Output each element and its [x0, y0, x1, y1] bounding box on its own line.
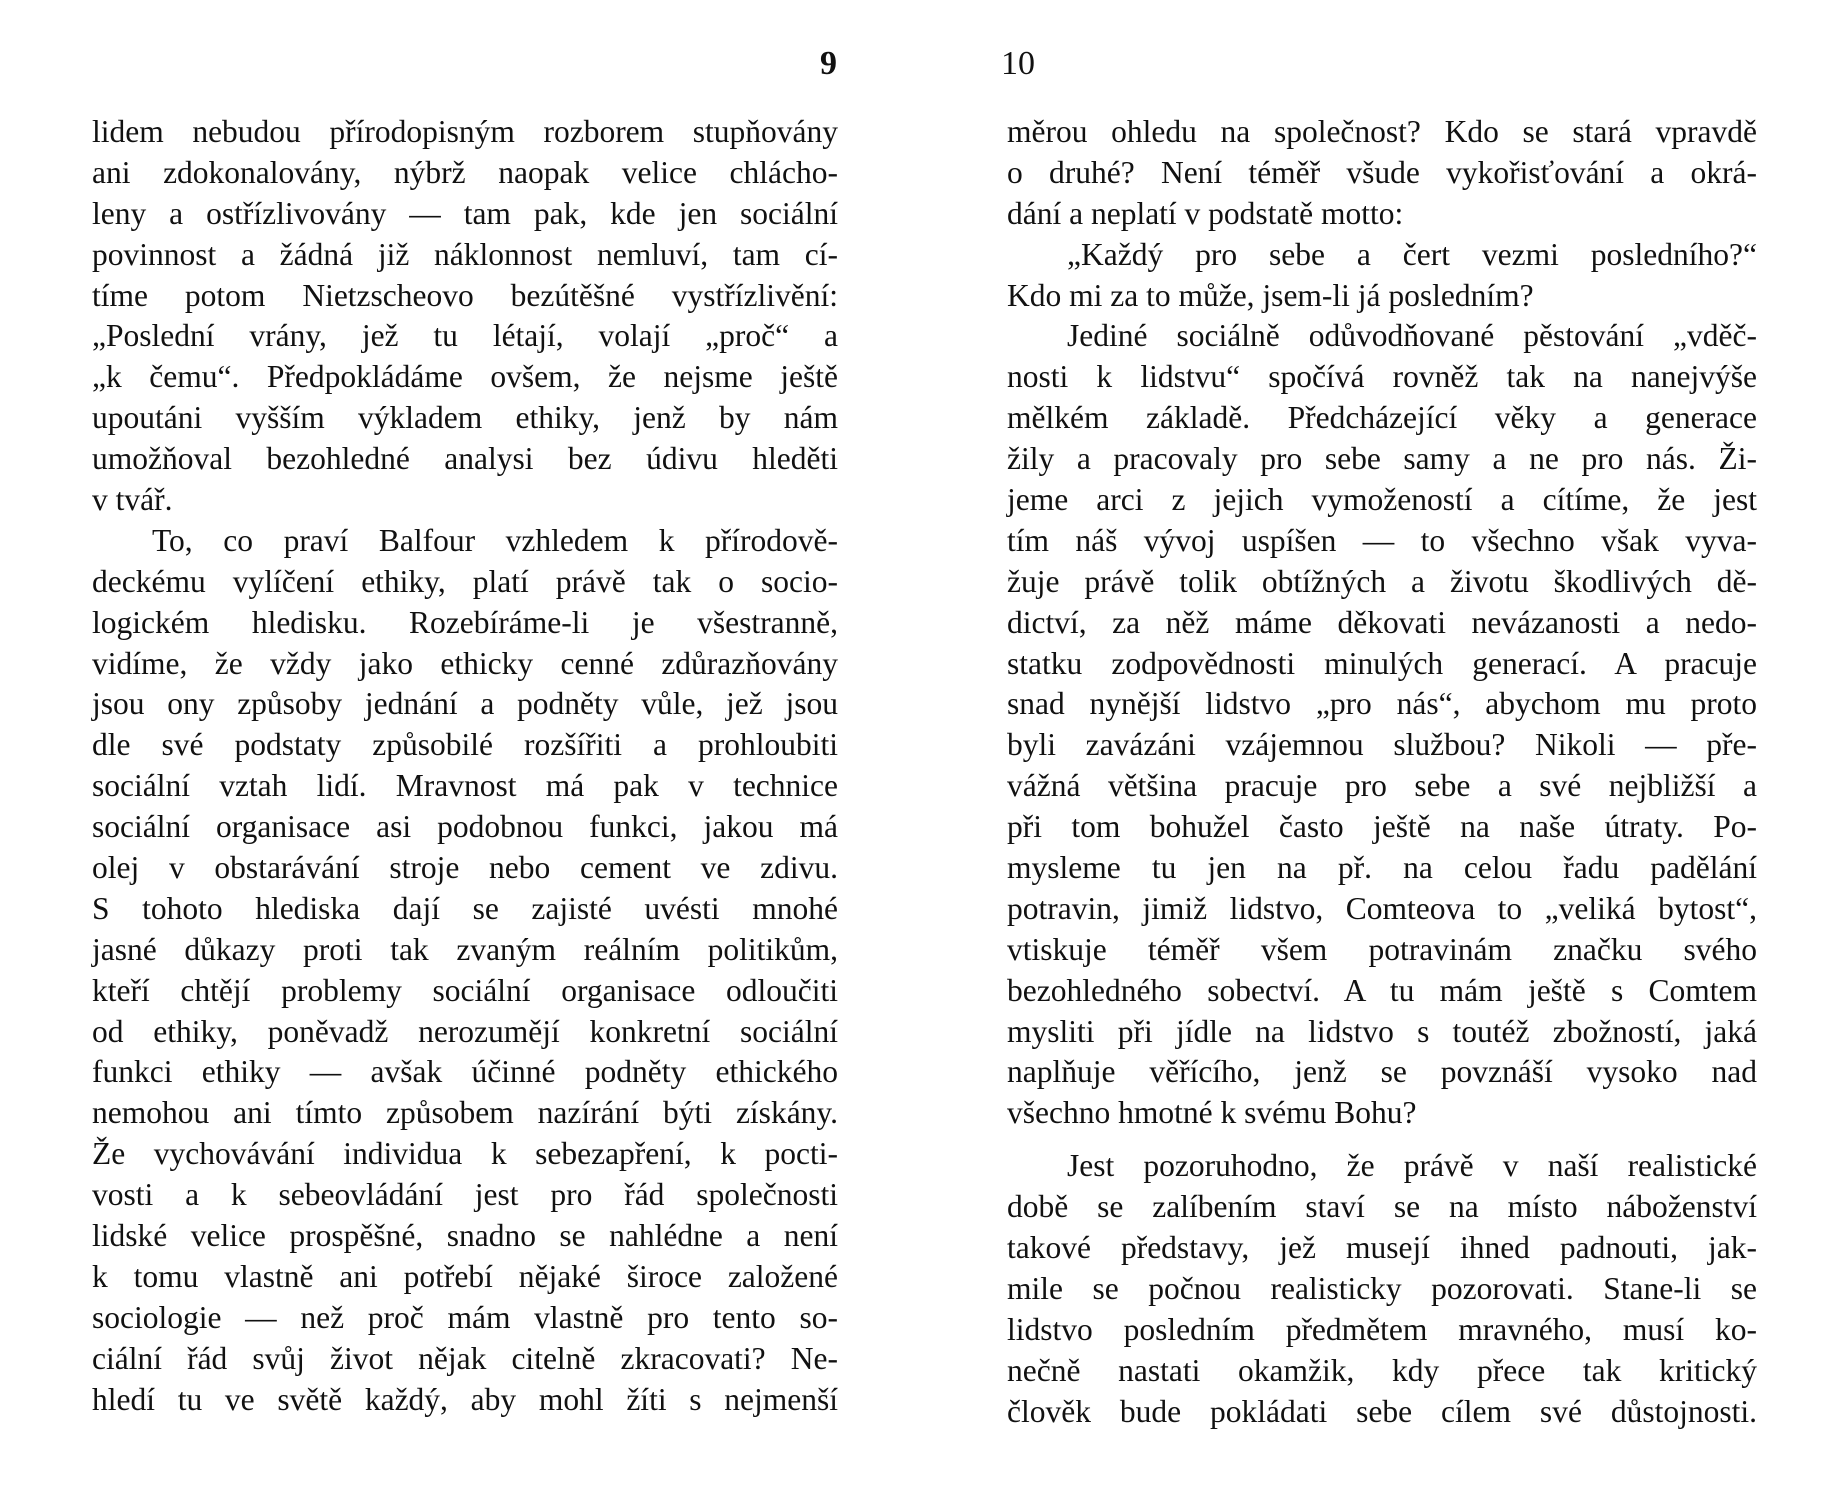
- text-line: všechno hmotné k svému Bohu?: [1007, 1095, 1417, 1131]
- page-body-text: [1007, 112, 1757, 1433]
- text-line: člověk bude pokládati sebe cílem své důstojnosti.: [1007, 1393, 1757, 1429]
- text-line: lidem nebudou přírodopisným rozborem stupňovány: [92, 114, 838, 149]
- text-line: vidíme, že vždy jako ethicky cenné zdůrazňovány: [92, 645, 838, 681]
- text-line: dictví, za něž máme děkovati nevázanosti a nedo-: [1007, 604, 1757, 640]
- text-line: jsou ony způsoby jednání a podněty vůle, jež jsou: [92, 686, 838, 722]
- text-line: od ethiky, poněvadž nerozumějí konkretní sociální: [92, 1013, 838, 1049]
- text-line: době se zalíbením staví se na místo náboženství: [1007, 1189, 1757, 1225]
- text-line: byli zavázáni vzájemnou službou? Nikoli — pře-: [1007, 727, 1757, 763]
- text-line: tím náš vývoj uspíšen — to všechno však vyva-: [1007, 522, 1757, 558]
- text-line: sociální vztah lidí. Mravnost má pak v technice: [92, 768, 838, 804]
- text-line: sociální organisace asi podobnou funkci, jakou má: [92, 809, 838, 845]
- text-line: ani zdokonalovány, nýbrž naopak velice chlácho-: [92, 154, 838, 190]
- text-line: mile se počnou realisticky pozorovati. Stane-li se: [1007, 1270, 1757, 1306]
- left-page: [0, 0, 900, 1500]
- text-line: k tomu vlastně ani potřebí nějaké široce založené: [92, 1258, 838, 1294]
- text-line: vtiskuje téměř všem potravinám značku svého: [1007, 931, 1757, 967]
- text-line: měrou ohledu na společnost? Kdo se stará vpravdě: [1007, 114, 1757, 149]
- text-line: jeme arci z jejich vymožeností a cítíme, že jest: [1007, 482, 1757, 518]
- text-line: upoutáni vyšším výkladem ethiky, jenž by nám: [92, 400, 838, 436]
- text-line: žily a pracovaly pro sebe samy a ne pro nás. Ži-: [1007, 441, 1757, 477]
- text-line: potravin, jimiž lidstvo, Comteova to „veliká bytost“,: [1007, 890, 1757, 926]
- text-line: ciální řád svůj život nějak citelně zkracovati? Ne-: [92, 1340, 838, 1376]
- text-line: o druhé? Není téměř všude vykořisťování a okrá-: [1007, 154, 1757, 190]
- text-line: leny a ostřízlivovány — tam pak, kde jen sociální: [92, 195, 838, 231]
- text-line: povinnost a žádná již náklonnost nemluví, tam cí-: [92, 236, 838, 272]
- text-line: olej v obstarávání stroje nebo cement ve zdivu.: [92, 850, 838, 886]
- text-line: „Poslední vrány, jež tu létají, volají „proč“ a: [92, 318, 838, 354]
- text-line: nemohou ani tímto způsobem nazírání býti získány.: [92, 1095, 838, 1131]
- text-line: „k čemu“. Předpokládáme ovšem, že nejsme ještě: [92, 359, 838, 395]
- text-line: hledí tu ve světě každý, aby mohl žíti s nejmenší: [92, 1381, 838, 1417]
- text-line: Jest pozoruhodno, že právě v naší realistické: [1067, 1148, 1757, 1184]
- text-line: Jediné sociálně odůvodňované pěstování „vděč-: [1067, 318, 1757, 354]
- text-line: snad nynější lidstvo „pro nás“, abychom mu proto: [1007, 686, 1757, 722]
- right-page: [913, 0, 1813, 1500]
- text-line: v tvář.: [92, 482, 173, 518]
- text-line: vosti a k sebeovládání jest pro řád společnosti: [92, 1177, 838, 1213]
- page-body-text: [92, 112, 838, 1421]
- text-line: nečně nastati okamžik, kdy přece tak kritický: [1007, 1352, 1757, 1388]
- text-line: při tom bohužel často ještě na naše útraty. Po-: [1007, 809, 1757, 845]
- text-line: bezohledného sobectví. A tu mám ještě s Comtem: [1007, 972, 1757, 1008]
- text-line: lidské velice prospěšné, snadno se nahlédne a není: [92, 1218, 838, 1254]
- text-line: funkci ethiky — avšak účinné podněty ethického: [92, 1054, 838, 1090]
- text-line: naplňuje věřícího, jenž se povznáší vysoko nad: [1007, 1054, 1757, 1090]
- text-line: logickém hledisku. Rozebíráme-li je všestranně,: [92, 604, 838, 640]
- text-line: S tohoto hlediska dají se zajisté uvésti mnohé: [92, 890, 838, 926]
- text-line: mysliti při jídle na lidstvo s toutéž zbožností, jaká: [1007, 1013, 1757, 1049]
- text-line: lidstvo posledním předmětem mravného, musí ko-: [1007, 1311, 1757, 1347]
- text-line: deckému vylíčení ethiky, platí právě tak o socio-: [92, 563, 838, 599]
- text-line: umožňoval bezohledné analysi bez údivu hleděti: [92, 441, 838, 477]
- text-line: dání a neplatí v podstatě motto:: [1007, 195, 1404, 231]
- text-line: statku zodpovědnosti minulých generací. A pracuje: [1007, 645, 1757, 681]
- text-line: Že vychovávání individua k sebezapření, k pocti-: [92, 1136, 838, 1172]
- text-line: takové představy, jež musejí ihned padnouti, jak-: [1007, 1230, 1757, 1266]
- text-line: mysleme tu jen na př. na celou řadu padělání: [1007, 850, 1757, 886]
- text-line: jasné důkazy proti tak zvaným reálním politikům,: [92, 931, 838, 967]
- page-number: 9: [820, 45, 837, 82]
- text-line: nosti k lidstvu“ spočívá rovněž tak na nanejvýše: [1007, 359, 1757, 395]
- text-line: dle své podstaty způsobilé rozšířiti a prohloubiti: [92, 727, 838, 763]
- text-line: Kdo mi za to může, jsem-li já posledním?: [1007, 277, 1534, 313]
- text-line: vážná většina pracuje pro sebe a své nejbližší a: [1007, 768, 1757, 804]
- text-line: sociologie — než proč mám vlastně pro tento so-: [92, 1299, 838, 1335]
- text-line: „Každý pro sebe a čert vezmi posledního?“: [1067, 236, 1757, 272]
- text-line: žuje právě tolik obtížných a životu škodlivých dě-: [1007, 563, 1757, 599]
- text-line: kteří chtějí problemy sociální organisace odloučiti: [92, 972, 838, 1008]
- page-number: 10: [1001, 45, 1035, 82]
- text-line: To, co praví Balfour vzhledem k přírodově-: [152, 522, 838, 558]
- text-line: mělkém základě. Předcházející věky a generace: [1007, 400, 1757, 436]
- text-line: tíme potom Nietzscheovo bezútěšné vystřízlivění:: [92, 277, 838, 313]
